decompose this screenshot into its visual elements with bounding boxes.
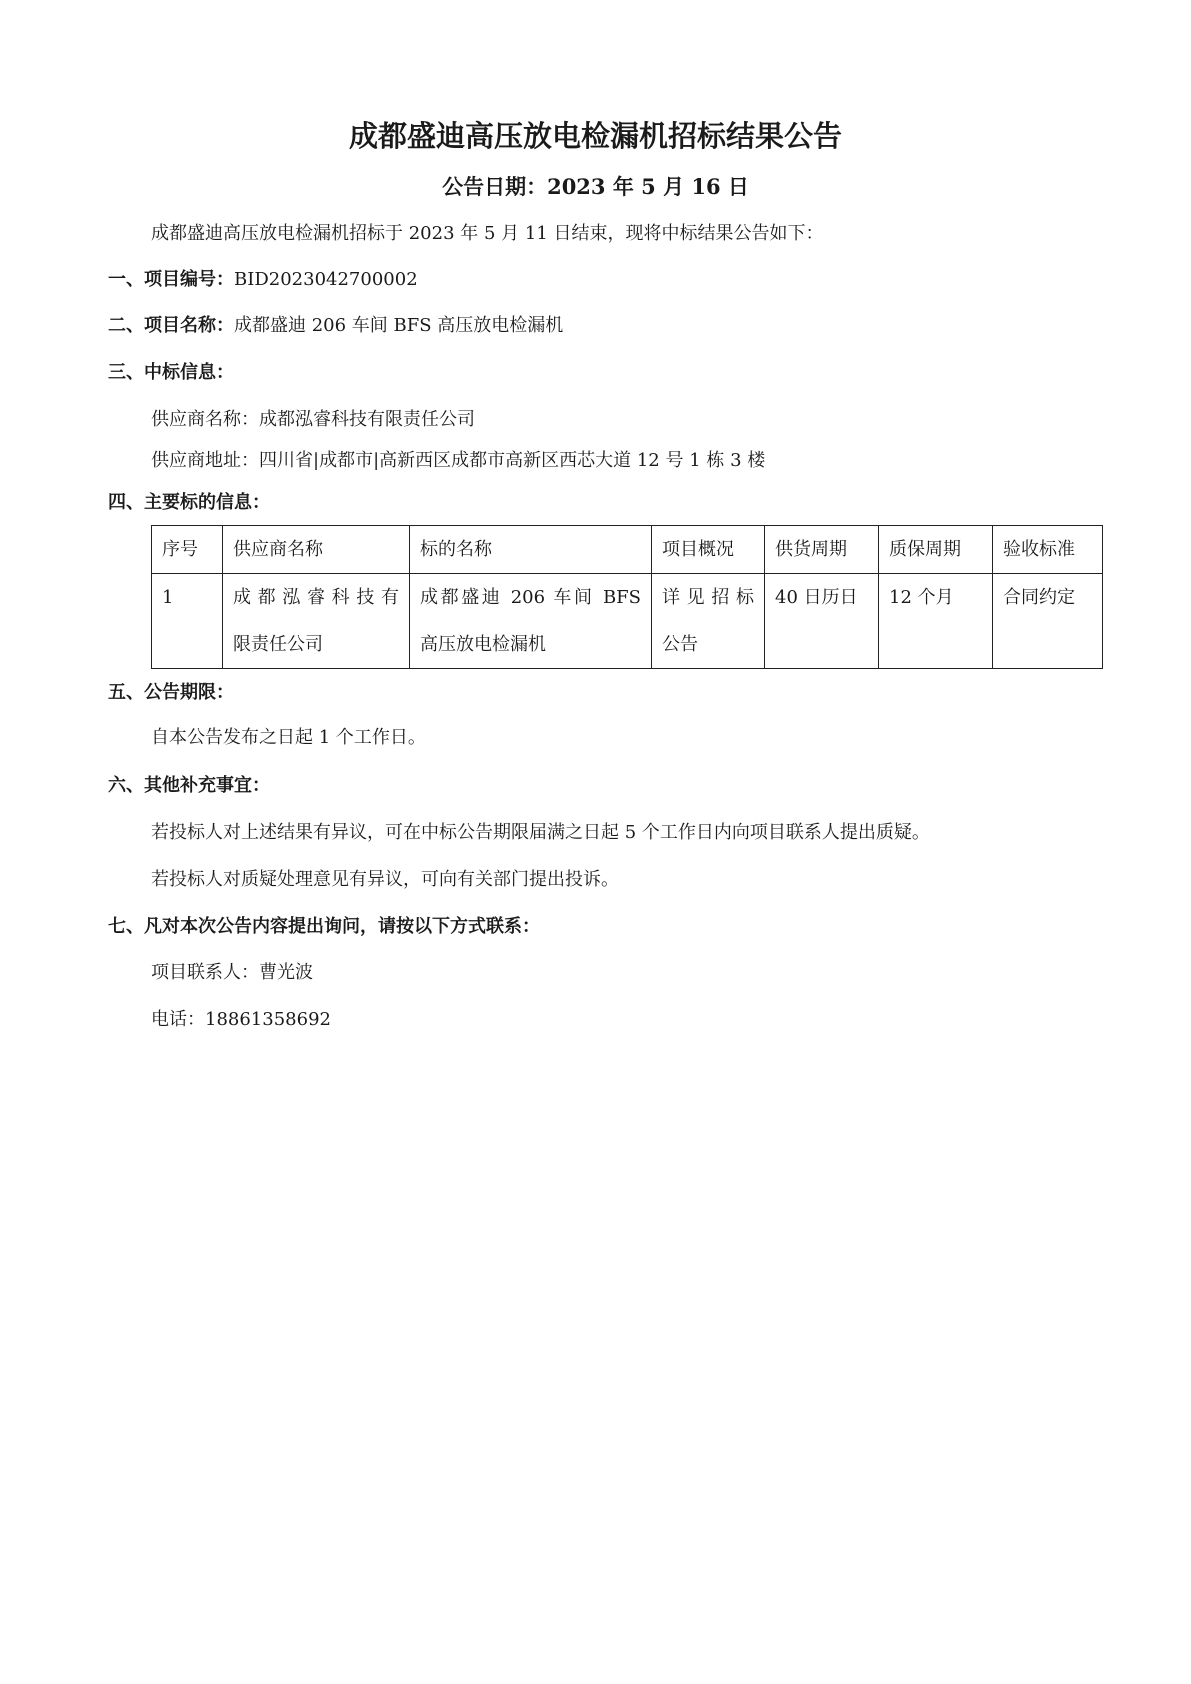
cell-line: 成都盛迪 206 车间 BFS (420, 587, 641, 608)
cell-item (410, 574, 652, 669)
section-project-name (108, 312, 563, 340)
section-heading: 六、其他补充事宜： (108, 775, 270, 796)
page-title: 成都盛迪高压放电检漏机招标结果公告 (348, 119, 842, 153)
section-contact (108, 913, 540, 941)
cell-warranty: 12 个月 (879, 574, 993, 669)
project-name: 成都盛迪 206 车间 BFS 高压放电检漏机 (234, 315, 564, 336)
section-heading: 七、凡对本次公告内容提出询问，请按以下方式联系： (108, 916, 540, 937)
cell-line: 成都泓睿科技有 (233, 587, 399, 608)
header-cell: 供货周期 (765, 526, 879, 574)
header-cell: 标的名称 (410, 526, 652, 574)
section-winner-info (108, 359, 234, 387)
supplementary-text-1: 若投标人对上述结果有异议，可在中标公告期限届满之日起 5 个工作日内向项目联系人提出质疑。 (151, 822, 930, 843)
contact-person: 项目联系人：曹光波 (151, 962, 313, 983)
cell-line: 详见招标 (662, 587, 754, 608)
section-notice-period (108, 679, 234, 707)
table-header-row (152, 526, 1103, 574)
supplier-name: 供应商名称：成都泓睿科技有限责任公司 (151, 409, 475, 430)
table-row (152, 574, 1103, 669)
cell-supplier (223, 574, 410, 669)
intro-text: 成都盛迪高压放电检漏机招标于 2023 年 5 月 11 日结束，现将中标结果公告如下： (151, 223, 824, 244)
cell-no: 1 (152, 574, 223, 669)
cell-line: 高压放电检漏机 (420, 634, 546, 655)
project-number: BID2023042700002 (234, 269, 418, 290)
items-table (151, 525, 1103, 669)
section-project-number (108, 266, 418, 294)
section-main-items (108, 489, 270, 517)
section-supplementary (108, 772, 270, 800)
cell-delivery: 40 日历日 (765, 574, 879, 669)
section-heading: 一、项目编号： (108, 269, 234, 290)
cell-line: 公告 (662, 634, 698, 655)
supplier-address: 供应商地址：四川省|成都市|高新西区成都市高新区西芯大道 12 号 1 栋 3 楼 (151, 450, 766, 471)
section-heading: 五、公告期限： (108, 682, 234, 703)
section-heading: 三、中标信息： (108, 362, 234, 383)
announcement-date: 公告日期：2023 年 5 月 16 日 (442, 174, 749, 199)
supplementary-text-2: 若投标人对质疑处理意见有异议，可向有关部门提出投诉。 (151, 869, 619, 890)
section-heading: 二、项目名称： (108, 315, 234, 336)
section-heading: 四、主要标的信息： (108, 492, 270, 513)
header-cell: 序号 (152, 526, 223, 574)
header-cell: 供应商名称 (223, 526, 410, 574)
header-cell: 验收标准 (993, 526, 1103, 574)
notice-period-text: 自本公告发布之日起 1 个工作日。 (151, 727, 426, 748)
header-cell: 质保周期 (879, 526, 993, 574)
cell-overview (652, 574, 765, 669)
contact-phone: 电话：18861358692 (151, 1009, 331, 1030)
cell-line: 限责任公司 (233, 634, 323, 655)
cell-acceptance: 合同约定 (993, 574, 1103, 669)
header-cell: 项目概况 (652, 526, 765, 574)
